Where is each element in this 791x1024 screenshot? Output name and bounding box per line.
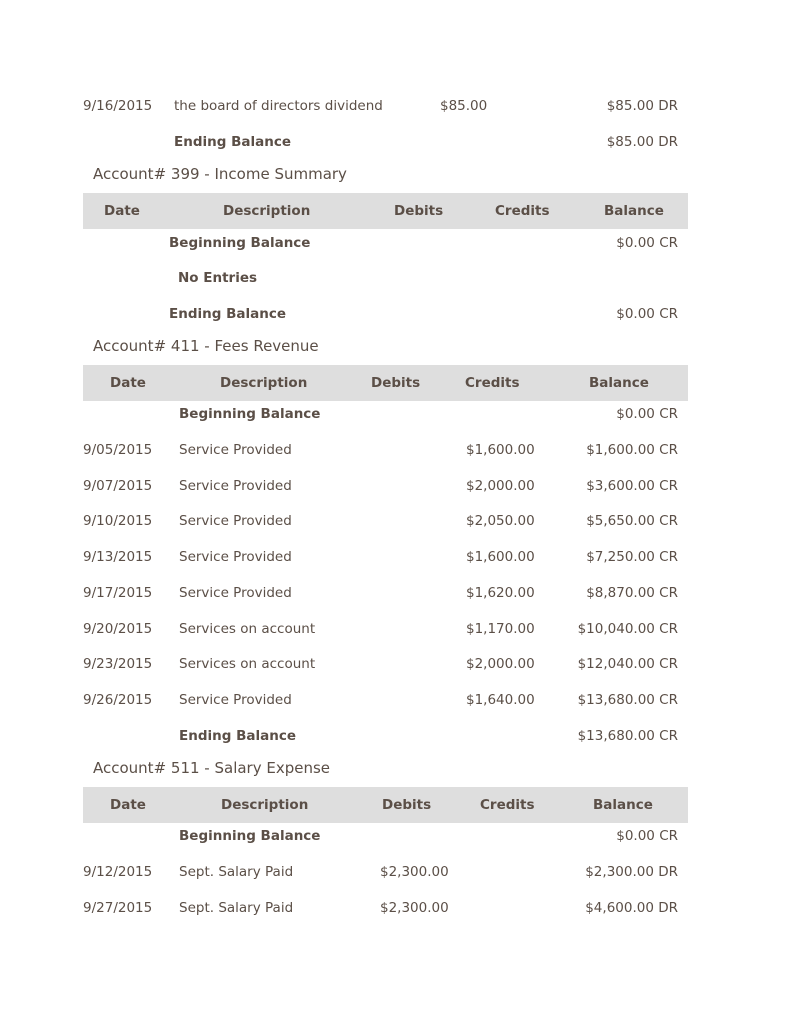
header-description: Description <box>220 375 308 391</box>
beginning-balance-label: Beginning Balance <box>169 235 311 251</box>
header-balance: Balance <box>604 203 664 219</box>
table-row <box>83 575 688 611</box>
table-header-399 <box>83 193 688 229</box>
row-description: Service Provided <box>179 549 292 565</box>
ending-balance-label: Ending Balance <box>174 134 292 150</box>
row-date: 9/05/2015 <box>83 442 153 458</box>
beginning-balance-label: Beginning Balance <box>179 406 321 422</box>
beginning-balance-row <box>83 818 688 854</box>
beginning-balance-value: $0.00 CR <box>616 235 678 251</box>
header-date: Date <box>104 203 140 219</box>
table-row <box>83 503 688 539</box>
row-balance: $10,040.00 CR <box>577 621 678 637</box>
row-date: 9/17/2015 <box>83 585 153 601</box>
ending-balance-row <box>83 718 688 754</box>
ending-balance-row <box>83 124 688 160</box>
ending-balance-value: $0.00 CR <box>616 306 678 322</box>
table-row <box>83 890 688 926</box>
beginning-balance-value: $0.00 CR <box>616 828 678 844</box>
row-date: 9/27/2015 <box>83 900 153 916</box>
row-credit: $1,640.00 <box>466 692 535 708</box>
row-date: 9/20/2015 <box>83 621 153 637</box>
row-description: Services on account <box>179 656 316 672</box>
header-credits: Credits <box>465 375 520 391</box>
ending-balance-label: Ending Balance <box>179 728 297 744</box>
row-debit: $2,300.00 <box>380 864 449 880</box>
beginning-balance-value: $0.00 CR <box>616 406 678 422</box>
row-date: 9/10/2015 <box>83 513 153 529</box>
header-description: Description <box>221 797 309 813</box>
table-row <box>83 682 688 718</box>
header-date: Date <box>110 375 146 391</box>
ending-balance-label: Ending Balance <box>169 306 287 322</box>
header-debits: Debits <box>382 797 432 813</box>
row-balance: $12,040.00 CR <box>577 656 678 672</box>
no-entries-row <box>83 260 688 296</box>
table-row <box>83 646 688 682</box>
row-credit: $2,000.00 <box>466 656 535 672</box>
header-date: Date <box>110 797 146 813</box>
row-balance: $1,600.00 CR <box>586 442 678 458</box>
entry-balance: $85.00 DR <box>606 98 678 114</box>
row-credit: $2,000.00 <box>466 478 535 494</box>
row-description: Service Provided <box>179 692 292 708</box>
ending-balance-row <box>83 296 688 332</box>
beginning-balance-row <box>83 225 688 261</box>
header-debits: Debits <box>371 375 421 391</box>
beginning-balance-label: Beginning Balance <box>179 828 321 844</box>
row-balance: $3,600.00 CR <box>586 478 678 494</box>
table-row <box>83 432 688 468</box>
row-credit: $1,600.00 <box>466 442 535 458</box>
row-description: Services on account <box>179 621 316 637</box>
row-balance: $7,250.00 CR <box>586 549 678 565</box>
header-description: Description <box>223 203 311 219</box>
row-balance: $4,600.00 DR <box>585 900 678 916</box>
table-row <box>83 854 688 890</box>
row-description: Sept. Salary Paid <box>179 900 294 916</box>
table-row <box>83 539 688 575</box>
header-credits: Credits <box>495 203 550 219</box>
header-balance: Balance <box>593 797 653 813</box>
row-balance: $8,870.00 CR <box>586 585 678 601</box>
row-balance: $5,650.00 CR <box>586 513 678 529</box>
table-row <box>83 468 688 504</box>
row-credit: $1,170.00 <box>466 621 535 637</box>
entry-date: 9/16/2015 <box>83 98 153 114</box>
header-debits: Debits <box>394 203 444 219</box>
ending-balance-value: $85.00 DR <box>606 134 678 150</box>
row-debit: $2,300.00 <box>380 900 449 916</box>
table-row <box>83 611 688 647</box>
row-credit: $1,600.00 <box>466 549 535 565</box>
row-description: Service Provided <box>179 585 292 601</box>
ending-balance-value: $13,680.00 CR <box>577 728 678 744</box>
row-date: 9/26/2015 <box>83 692 153 708</box>
row-balance: $13,680.00 CR <box>577 692 678 708</box>
table-row <box>83 88 688 124</box>
header-balance: Balance <box>589 375 649 391</box>
entry-description: the board of directors dividend <box>174 98 383 114</box>
row-credit: $2,050.00 <box>466 513 535 529</box>
account-title-399: Account# 399 - Income Summary <box>93 165 347 183</box>
entry-debit: $85.00 <box>440 98 488 114</box>
row-date: 9/07/2015 <box>83 478 153 494</box>
row-description: Service Provided <box>179 442 292 458</box>
no-entries-label: No Entries <box>178 270 258 286</box>
row-date: 9/23/2015 <box>83 656 153 672</box>
account-title-511: Account# 511 - Salary Expense <box>93 759 331 777</box>
row-date: 9/13/2015 <box>83 549 153 565</box>
row-description: Service Provided <box>179 513 292 529</box>
row-credit: $1,620.00 <box>466 585 535 601</box>
header-credits: Credits <box>480 797 535 813</box>
account-title-411: Account# 411 - Fees Revenue <box>93 337 319 355</box>
row-date: 9/12/2015 <box>83 864 153 880</box>
row-description: Service Provided <box>179 478 292 494</box>
beginning-balance-row <box>83 396 688 432</box>
row-description: Sept. Salary Paid <box>179 864 294 880</box>
row-balance: $2,300.00 DR <box>585 864 678 880</box>
